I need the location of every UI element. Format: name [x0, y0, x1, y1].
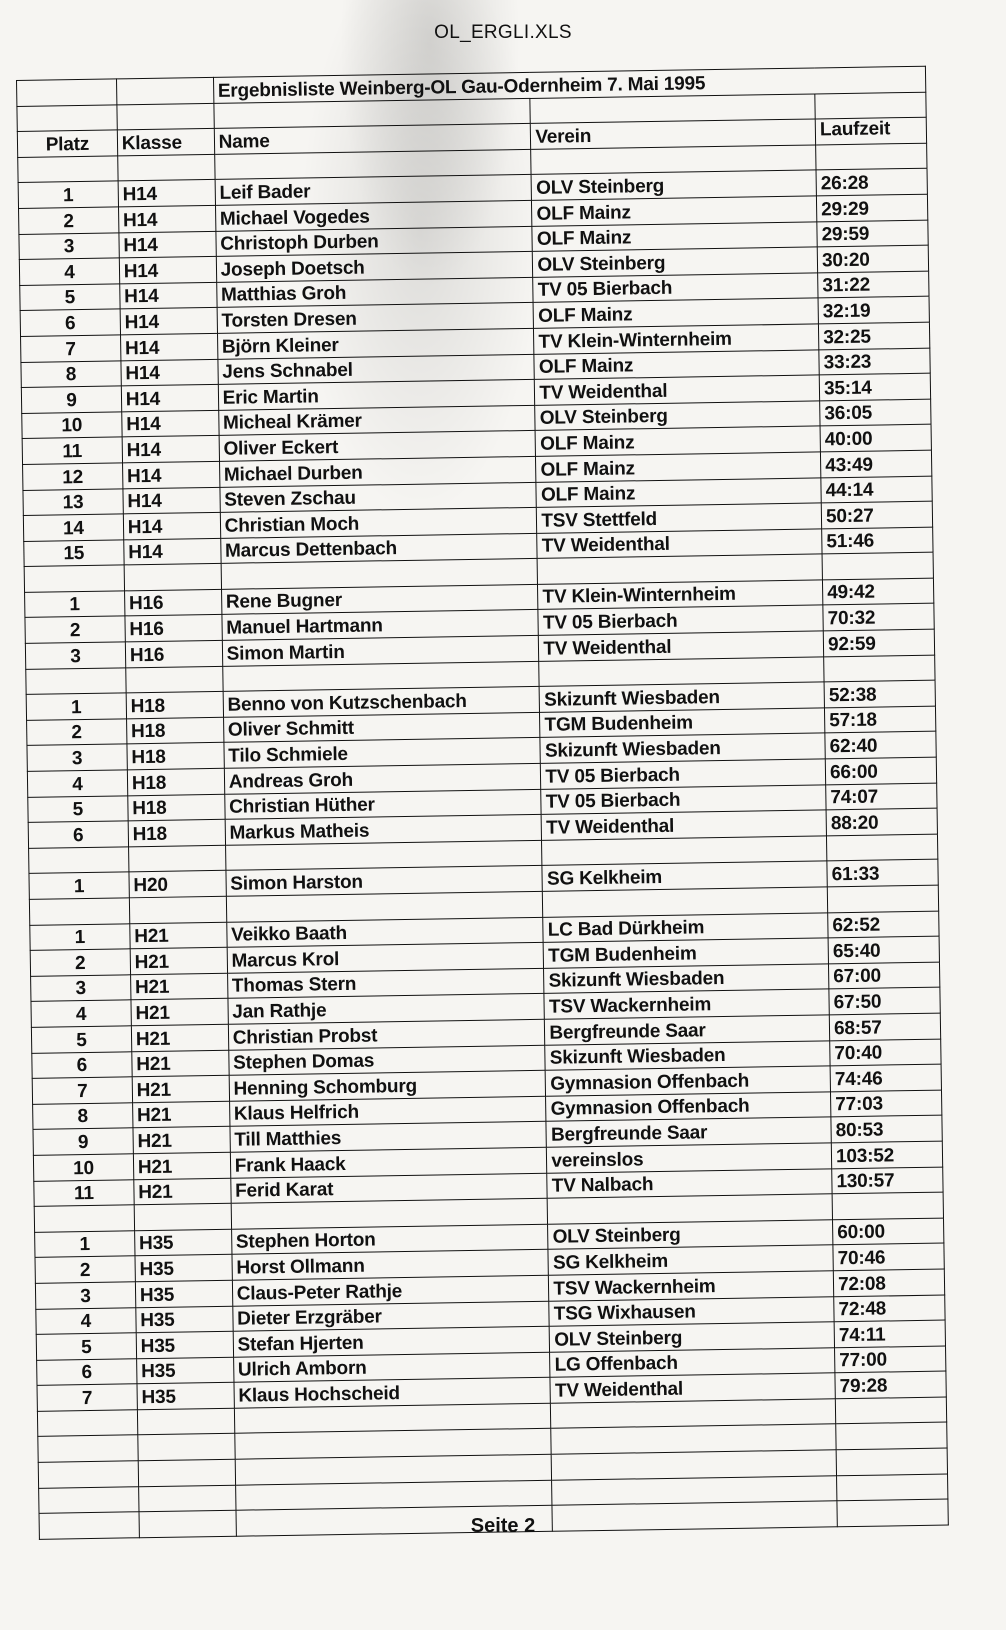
cell-name: Matthias Groh — [216, 277, 533, 308]
cell-verein: OLF Mainz — [536, 477, 821, 507]
cell-name: Horst Ollmann — [232, 1250, 549, 1281]
cell-platz: 13 — [23, 488, 123, 515]
cell-platz: 6 — [20, 309, 120, 336]
cell-verein: Gymnasion Offenbach — [546, 1066, 831, 1096]
cell-verein: Skizunft Wiesbaden — [544, 964, 829, 994]
cell-laufzeit: 68:57 — [829, 1013, 940, 1040]
cell-platz: 4 — [19, 258, 119, 285]
cell-verein: OLV Steinberg — [533, 247, 818, 277]
cell-verein: TV 05 Bierbach — [541, 784, 826, 814]
cell-laufzeit: 77:03 — [831, 1090, 942, 1117]
cell-laufzeit: 32:19 — [818, 297, 929, 324]
cell-verein: Skizunft Wiesbaden — [539, 682, 824, 712]
cell-name: Henning Schomburg — [229, 1070, 546, 1101]
cell-laufzeit: 29:29 — [816, 194, 927, 221]
cell-verein: OLF Mainz — [536, 452, 821, 482]
cell-laufzeit: 26:28 — [816, 169, 927, 196]
cell-klasse: H35 — [134, 1229, 231, 1256]
cell-platz: 11 — [34, 1179, 134, 1206]
cell-laufzeit: 52:38 — [824, 680, 935, 707]
cell-name: Oliver Eckert — [219, 431, 536, 462]
cell-verein: TV Klein-Winternheim — [538, 580, 823, 610]
cell-laufzeit: 30:20 — [817, 245, 928, 272]
cell-klasse: H21 — [132, 1075, 229, 1102]
cell-name: Simon Martin — [222, 635, 539, 666]
cell-klasse: H14 — [119, 257, 216, 284]
cell-klasse: H14 — [118, 205, 215, 232]
cell-platz: 2 — [25, 616, 125, 643]
cell-platz: 6 — [32, 1051, 132, 1078]
cell-name: Joseph Doetsch — [216, 252, 533, 283]
cell-name: Michael Vogedes — [215, 200, 532, 231]
cell-platz: 7 — [21, 335, 121, 362]
cell-name: Torsten Dresen — [217, 303, 534, 334]
cell-name: Thomas Stern — [227, 968, 544, 999]
cell-laufzeit: 61:33 — [827, 860, 938, 887]
document-title: Ergebnisliste Weinberg-OL Gau-Odernheim 7. Mai 1995 — [213, 66, 926, 103]
cell-klasse: H18 — [128, 820, 225, 847]
cell-name: Christian Moch — [220, 507, 537, 538]
cell-name: Frank Haack — [230, 1147, 547, 1178]
cell-laufzeit: 130:57 — [832, 1167, 943, 1194]
cell-laufzeit: 35:14 — [819, 373, 930, 400]
cell-laufzeit: 70:32 — [823, 604, 934, 631]
cell-klasse: H14 — [121, 359, 218, 386]
cell-klasse: H14 — [122, 410, 219, 437]
cell-name: Michael Durben — [219, 456, 536, 487]
column-header-klasse: Klasse — [117, 129, 214, 156]
cell-name: Björn Kleiner — [217, 328, 534, 359]
cell-laufzeit: 80:53 — [831, 1115, 942, 1142]
cell-klasse: H14 — [124, 538, 221, 565]
cell-platz: 1 — [30, 923, 130, 950]
cell-laufzeit: 72:48 — [834, 1295, 945, 1322]
cell-laufzeit: 67:50 — [829, 987, 940, 1014]
cell-verein: LC Bad Dürkheim — [543, 912, 828, 942]
document-filename: OL_ERGLI.XLS — [434, 22, 572, 43]
cell-platz: 5 — [36, 1333, 136, 1360]
cell-platz: 7 — [37, 1384, 137, 1411]
cell-klasse: H20 — [129, 871, 226, 898]
cell-laufzeit: 29:59 — [817, 220, 928, 247]
cell-name: Stefan Hjerten — [233, 1326, 550, 1357]
column-header-laufzeit: Laufzeit — [815, 117, 926, 144]
cell-platz: 1 — [18, 181, 118, 208]
cell-platz: 15 — [24, 540, 124, 567]
cell-verein: OLF Mainz — [532, 221, 817, 251]
cell-name: Ferid Karat — [230, 1173, 547, 1204]
cell-name: Oliver Schmitt — [223, 712, 540, 743]
cell-verein: OLF Mainz — [532, 196, 817, 226]
cell-name: Markus Matheis — [225, 815, 542, 846]
cell-platz: 7 — [32, 1077, 132, 1104]
cell-platz: 2 — [27, 719, 127, 746]
cell-laufzeit: 70:46 — [833, 1243, 944, 1270]
cell-klasse: H21 — [132, 1101, 229, 1128]
cell-klasse: H16 — [124, 589, 221, 616]
cell-klasse: H35 — [137, 1383, 234, 1410]
cell-platz: 1 — [29, 872, 129, 899]
cell-verein: Skizunft Wiesbaden — [540, 733, 825, 763]
cell-name: Klaus Hochscheid — [234, 1378, 551, 1409]
cell-verein: TV 05 Bierbach — [533, 273, 818, 303]
cell-verein: TSG Wixhausen — [549, 1296, 834, 1326]
cell-verein: LG Offenbach — [550, 1347, 835, 1377]
cell-name: Leif Bader — [215, 175, 532, 206]
cell-verein: TGM Budenheim — [544, 938, 829, 968]
cell-laufzeit: 77:00 — [835, 1346, 946, 1373]
cell-name: Christian Hüther — [224, 789, 541, 820]
cell-platz: 4 — [36, 1307, 136, 1334]
cell-platz: 2 — [19, 207, 119, 234]
cell-verein: OLF Mainz — [533, 298, 818, 328]
cell-klasse: H21 — [130, 973, 227, 1000]
cell-klasse: H21 — [130, 922, 227, 949]
cell-klasse: H18 — [126, 692, 223, 719]
cell-laufzeit: 31:22 — [818, 271, 929, 298]
cell-laufzeit: 74:07 — [826, 783, 937, 810]
cell-klasse: H35 — [136, 1357, 233, 1384]
cell-verein: OLV Steinberg — [548, 1220, 833, 1250]
cell-platz: 5 — [20, 284, 120, 311]
cell-verein: Skizunft Wiesbaden — [545, 1040, 830, 1070]
cell-klasse: H14 — [122, 461, 219, 488]
cell-klasse: H35 — [136, 1306, 233, 1333]
cell-laufzeit: 67:00 — [829, 962, 940, 989]
cell-name: Christian Probst — [228, 1019, 545, 1050]
cell-verein: Bergfreunde Saar — [545, 1015, 830, 1045]
cell-laufzeit: 66:00 — [825, 757, 936, 784]
cell-verein: Bergfreunde Saar — [546, 1117, 831, 1147]
cell-name: Ulrich Amborn — [233, 1352, 550, 1383]
cell-verein: SG Kelkheim — [548, 1245, 833, 1275]
cell-verein: SG Kelkheim — [542, 861, 827, 891]
cell-klasse: H21 — [134, 1178, 231, 1205]
column-header-platz: Platz — [17, 130, 117, 157]
cell-name: Manuel Hartmann — [222, 610, 539, 641]
cell-platz: 4 — [31, 1000, 131, 1027]
cell-name: Dieter Erzgräber — [232, 1301, 549, 1332]
cell-klasse: H14 — [122, 436, 219, 463]
cell-platz: 1 — [26, 693, 126, 720]
cell-name: Benno von Kutzschenbach — [223, 687, 540, 718]
cell-klasse: H21 — [131, 1024, 228, 1051]
cell-klasse: H21 — [133, 1152, 230, 1179]
cell-platz: 10 — [22, 412, 122, 439]
cell-name: Marcus Krol — [227, 943, 544, 974]
cell-platz: 9 — [21, 386, 121, 413]
cell-verein: OLV Steinberg — [531, 170, 816, 200]
cell-klasse: H14 — [118, 180, 215, 207]
cell-verein: TSV Stettfeld — [537, 503, 822, 533]
cell-laufzeit: 79:28 — [835, 1371, 946, 1398]
cell-platz: 3 — [25, 642, 125, 669]
cell-klasse: H18 — [127, 743, 224, 770]
cell-laufzeit: 88:20 — [826, 808, 937, 835]
cell-klasse: H18 — [126, 717, 223, 744]
cell-laufzeit: 65:40 — [828, 936, 939, 963]
cell-laufzeit: 51:46 — [822, 527, 933, 554]
cell-klasse: H18 — [128, 794, 225, 821]
cell-platz: 14 — [23, 514, 123, 541]
cell-klasse: H14 — [123, 512, 220, 539]
cell-name: Rene Bugner — [221, 584, 538, 615]
cell-platz: 3 — [31, 975, 131, 1002]
cell-name: Till Matthies — [230, 1122, 547, 1153]
cell-platz: 8 — [21, 360, 121, 387]
cell-laufzeit: 62:52 — [828, 911, 939, 938]
cell-platz: 1 — [35, 1231, 135, 1258]
cell-verein: TV 05 Bierbach — [541, 759, 826, 789]
cell-klasse: H18 — [127, 768, 224, 795]
results-table — [16, 66, 949, 1540]
cell-laufzeit: 49:42 — [823, 578, 934, 605]
cell-klasse: H14 — [121, 384, 218, 411]
cell-laufzeit: 70:40 — [830, 1039, 941, 1066]
cell-verein: vereinslos — [547, 1143, 832, 1173]
cell-klasse: H16 — [125, 640, 222, 667]
column-header-name: Name — [214, 124, 531, 155]
cell-name: Claus-Peter Rathje — [232, 1275, 549, 1306]
cell-name: Eric Martin — [218, 380, 535, 411]
cell-klasse: H14 — [120, 333, 217, 360]
cell-platz: 3 — [19, 232, 119, 259]
cell-platz: 6 — [37, 1358, 137, 1385]
cell-name: Christoph Durben — [216, 226, 533, 257]
cell-platz: 8 — [33, 1103, 133, 1130]
cell-name: Jan Rathje — [228, 994, 545, 1025]
cell-laufzeit: 62:40 — [825, 732, 936, 759]
cell-name: Stephen Horton — [231, 1224, 548, 1255]
cell-verein: OLF Mainz — [534, 349, 819, 379]
page-footer: Seite 2 — [470, 1515, 536, 1537]
cell-platz: 9 — [33, 1128, 133, 1155]
cell-klasse: H35 — [135, 1280, 232, 1307]
cell-klasse: H21 — [130, 947, 227, 974]
cell-klasse: H14 — [123, 487, 220, 514]
cell-platz: 11 — [22, 437, 122, 464]
cell-platz: 3 — [27, 744, 127, 771]
cell-platz: 2 — [30, 949, 130, 976]
cell-laufzeit: 33:23 — [819, 348, 930, 375]
cell-name: Andreas Groh — [224, 763, 541, 794]
cell-laufzeit: 72:08 — [833, 1269, 944, 1296]
cell-verein: TV 05 Bierbach — [538, 605, 823, 635]
cell-platz: 12 — [23, 463, 123, 490]
cell-klasse: H21 — [132, 1050, 229, 1077]
cell-laufzeit: 57:18 — [825, 706, 936, 733]
cell-klasse: H14 — [120, 282, 217, 309]
cell-verein: TV Weidenthal — [539, 631, 824, 661]
cell-name: Marcus Dettenbach — [220, 533, 537, 564]
cell-verein: TSV Wackernheim — [549, 1271, 834, 1301]
cell-verein: Gymnasion Offenbach — [546, 1092, 831, 1122]
cell-laufzeit: 74:46 — [830, 1064, 941, 1091]
cell-laufzeit: 74:11 — [834, 1320, 945, 1347]
results-sheet — [16, 66, 949, 1540]
cell-name: Micheal Krämer — [218, 405, 535, 436]
cell-platz: 10 — [33, 1154, 133, 1181]
cell-verein: TSV Wackernheim — [544, 989, 829, 1019]
cell-klasse: H21 — [133, 1127, 230, 1154]
cell-laufzeit: 43:49 — [821, 450, 932, 477]
cell-platz: 4 — [27, 770, 127, 797]
column-header-verein: Verein — [531, 119, 816, 149]
cell-verein: OLV Steinberg — [535, 401, 820, 431]
cell-laufzeit: 92:59 — [823, 629, 934, 656]
cell-laufzeit: 36:05 — [820, 399, 931, 426]
cell-klasse: H21 — [131, 999, 228, 1026]
cell-name: Stephen Domas — [228, 1045, 545, 1076]
cell-name: Veikko Baath — [226, 917, 543, 948]
cell-platz: 5 — [31, 1026, 131, 1053]
cell-laufzeit: 103:52 — [831, 1141, 942, 1168]
cell-platz: 1 — [25, 591, 125, 618]
cell-name: Klaus Helfrich — [229, 1096, 546, 1127]
cell-klasse: H14 — [119, 231, 216, 258]
cell-laufzeit: 44:14 — [821, 476, 932, 503]
cell-klasse: H14 — [120, 308, 217, 335]
cell-name: Tilo Schmiele — [224, 738, 541, 769]
cell-klasse: H16 — [125, 615, 222, 642]
cell-name: Simon Harston — [226, 866, 543, 897]
cell-verein: OLV Steinberg — [550, 1322, 835, 1352]
cell-platz: 5 — [28, 795, 128, 822]
cell-laufzeit: 60:00 — [833, 1218, 944, 1245]
cell-klasse: H35 — [136, 1331, 233, 1358]
cell-verein: TGM Budenheim — [540, 708, 825, 738]
cell-laufzeit: 50:27 — [821, 501, 932, 528]
cell-laufzeit: 32:25 — [819, 322, 930, 349]
cell-klasse: H35 — [135, 1255, 232, 1282]
cell-laufzeit: 40:00 — [820, 424, 931, 451]
cell-name: Jens Schnabel — [218, 354, 535, 385]
cell-name: Steven Zschau — [220, 482, 537, 513]
cell-platz: 3 — [35, 1282, 135, 1309]
cell-verein: TV Weidenthal — [541, 810, 826, 840]
cell-verein: TV Weidenthal — [537, 529, 822, 559]
cell-verein: TV Weidenthal — [550, 1373, 835, 1403]
cell-verein: TV Klein-Winternheim — [534, 324, 819, 354]
cell-verein: TV Weidenthal — [535, 375, 820, 405]
cell-verein: OLF Mainz — [535, 426, 820, 456]
cell-verein: TV Nalbach — [547, 1168, 832, 1198]
cell-platz: 2 — [35, 1256, 135, 1283]
cell-platz: 6 — [28, 821, 128, 848]
